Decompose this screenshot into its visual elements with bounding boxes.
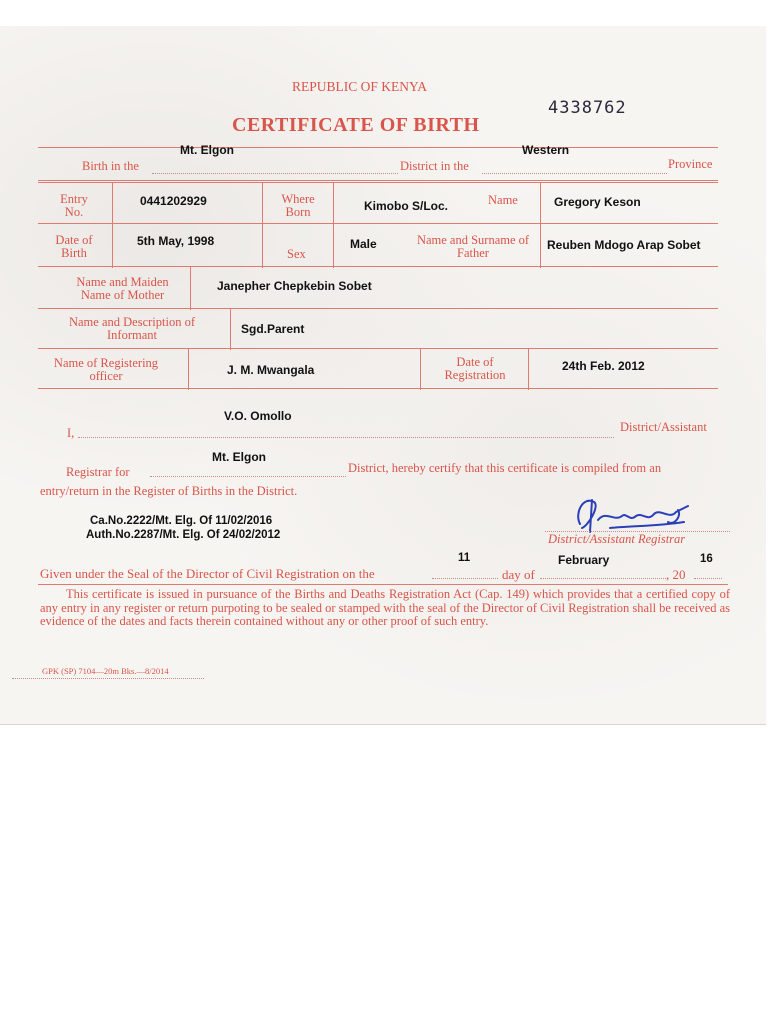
registering-officer-label: Name of Registering officer xyxy=(53,356,159,383)
column-rule xyxy=(112,182,113,268)
dotted-rule xyxy=(432,578,498,579)
name-label: Name xyxy=(488,193,518,207)
dob-label: Date of Birth xyxy=(55,233,93,260)
month-value: February xyxy=(558,553,610,567)
mother-value: Janepher Chepkebin Sobet xyxy=(217,279,372,293)
year-value: 16 xyxy=(700,553,713,565)
father-value: Reuben Mdogo Arap Sobet xyxy=(547,238,701,252)
column-rule xyxy=(420,348,421,390)
dob-value: 5th May, 1998 xyxy=(137,234,215,248)
informant-label: Name and Description of Informant xyxy=(68,315,195,342)
name-value: Gregory Keson xyxy=(554,195,641,209)
dotted-rule xyxy=(540,578,666,579)
district-label: District in the xyxy=(400,159,469,173)
serial-number: 4338762 xyxy=(548,98,627,118)
day-value: 11 xyxy=(458,552,471,564)
column-rule xyxy=(188,348,189,390)
column-rule xyxy=(190,266,191,310)
dotted-rule xyxy=(12,678,204,679)
dotted-rule xyxy=(694,578,722,579)
dotted-rule xyxy=(482,173,667,174)
column-rule xyxy=(333,182,334,268)
dotted-rule xyxy=(78,437,614,438)
reference-case-number: Ca.No.2222/Mt. Elg. Of 11/02/2016 xyxy=(90,515,273,527)
birth-in-label: Birth in the xyxy=(82,159,139,173)
column-rule xyxy=(230,308,231,350)
i-label: I, xyxy=(67,426,75,440)
where-born-value: Kimobo S/Loc. xyxy=(364,199,448,213)
sex-label: Sex xyxy=(287,247,306,261)
day-label: day of xyxy=(502,567,535,582)
column-rule xyxy=(540,182,541,268)
sex-value: Male xyxy=(350,237,377,251)
registrar-for-label: Registrar for xyxy=(66,465,130,479)
rule xyxy=(38,348,718,349)
column-rule xyxy=(528,348,529,390)
mother-label: Name and Maiden Name of Mother xyxy=(76,275,169,302)
rule xyxy=(38,308,718,309)
certificate-title: CERTIFICATE OF BIRTH xyxy=(232,114,480,136)
entry-value: 0441202929 xyxy=(140,194,207,208)
rule xyxy=(38,223,718,224)
rule xyxy=(38,180,718,181)
dotted-rule xyxy=(152,173,398,174)
district-value: Mt. Elgon xyxy=(180,143,234,157)
rule xyxy=(38,266,718,267)
rule xyxy=(38,584,728,585)
certification-district-value: Mt. Elgon xyxy=(212,450,266,464)
where-born-label: Where Born xyxy=(281,192,315,219)
signatory-label: District/Assistant Registrar xyxy=(548,532,686,546)
province-label: Province xyxy=(668,157,713,171)
reference-auth-number: Auth.No.2287/Mt. Elg. Of 24/02/2012 xyxy=(86,529,281,541)
certify-text: District, hereby certify that this certificate is compiled from an xyxy=(348,461,662,475)
seal-given-text: Given under the Seal of the Director of Civil Registration on the xyxy=(40,566,375,581)
date-registration-label: Date of Registration xyxy=(444,355,506,382)
rule xyxy=(38,182,718,183)
column-rule xyxy=(262,182,263,268)
district-assistant-label: District/Assistant xyxy=(620,420,707,434)
year-prefix: , 20 xyxy=(666,567,686,582)
republic-heading: REPUBLIC OF KENYA xyxy=(292,79,428,94)
province-value: Western xyxy=(522,143,570,157)
birth-certificate xyxy=(0,26,766,725)
father-label: Name and Surname of Father xyxy=(416,233,530,260)
registering-officer-value: J. M. Mwangala xyxy=(227,363,315,377)
entry-return-text: entry/return in the Register of Births in the District. xyxy=(40,484,298,498)
rule xyxy=(38,147,718,148)
rule xyxy=(38,388,718,389)
entry-label: Entry No. xyxy=(60,192,88,219)
informant-value: Sgd.Parent xyxy=(241,322,305,336)
print-code: GPK (SP) 7104—20m Bks.—8/2014 xyxy=(42,666,169,676)
registrar-name: V.O. Omollo xyxy=(224,409,292,423)
dotted-rule xyxy=(150,476,346,477)
legal-text: This certificate is issued in pursuance of the Births and Deaths Registration Act (Cap. 149) which provides that a certified copy of any entry in any register or return purpoting to be sealed or stamped with the seal of the Director of Civil Registration shall be received as evidence of the dates and facts therein contained without any or other proof of such entry. xyxy=(40,587,730,628)
date-registration-value: 24th Feb. 2012 xyxy=(562,359,645,373)
